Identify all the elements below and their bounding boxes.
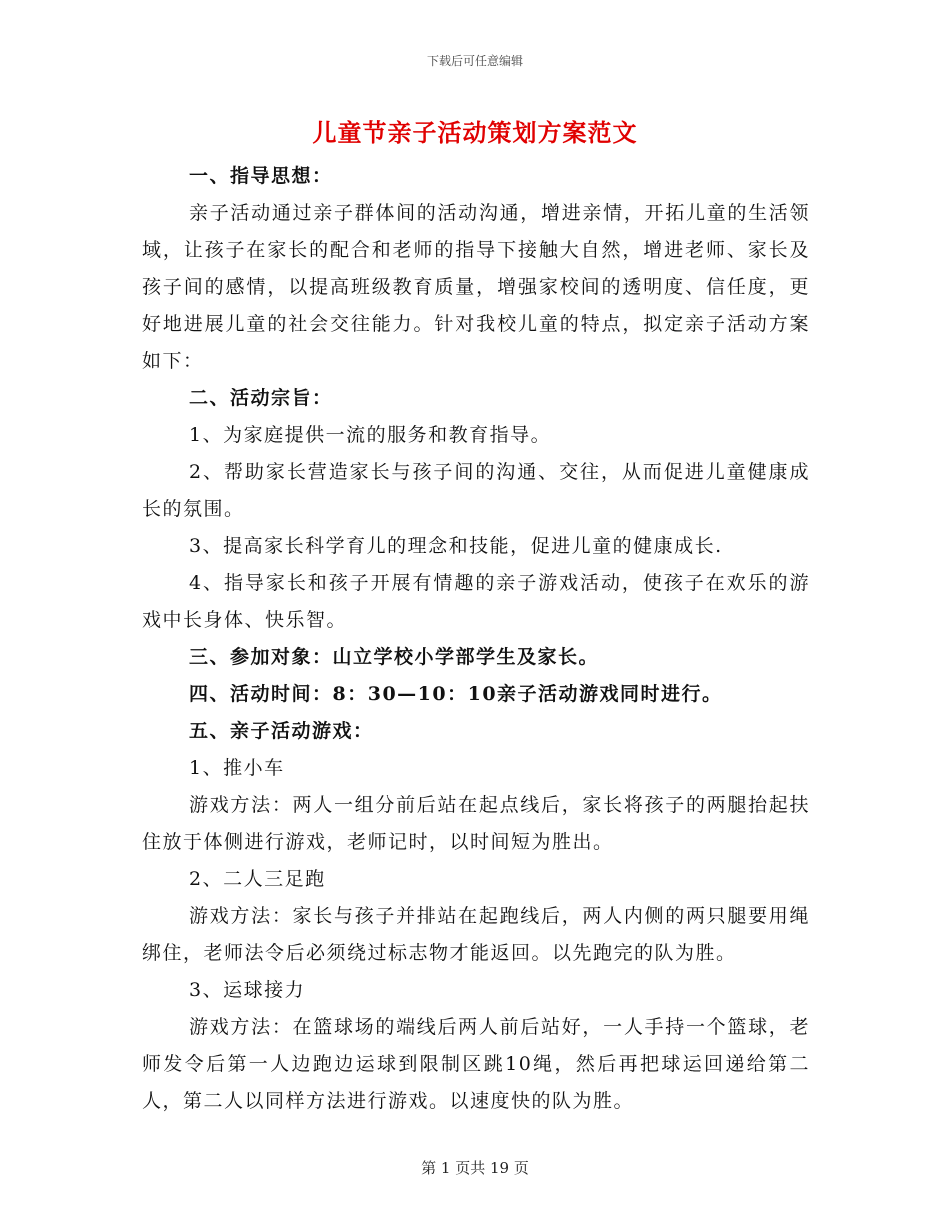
game-title: 3、运球接力 [189,979,306,1001]
document-body [142,158,810,1120]
paragraph: 2、帮助家长营造家长与孩子间的沟通、交往，从而促进儿童健康成长的氛围。 [142,461,810,520]
section-heading: 五、亲子活动游戏： [189,720,374,742]
paragraph: 3、提高家长科学育儿的理念和技能，促进儿童的健康成长. [189,535,723,557]
section-heading: 三、参加对象：山立学校小学部学生及家长。 [189,646,600,668]
paragraph: 游戏方法：家长与孩子并排站在起跑线后，两人内侧的两只腿要用绳绑住，老师法令后必须绕过标志物才能返回。以先跑完的队为胜。 [142,905,810,964]
game-title: 1、推小车 [189,757,285,779]
paragraph: 4、指导家长和孩子开展有情趣的亲子游戏活动，使孩子在欢乐的游戏中长身体、快乐智。 [142,572,810,631]
section-heading: 四、活动时间：8：30—10：10亲子活动游戏同时进行。 [189,683,723,705]
game-title: 2、二人三足跑 [189,868,326,890]
page-header: 下载后可任意编辑 [426,54,523,68]
paragraph: 游戏方法：在篮球场的端线后两人前后站好，一人手持一个篮球，老师发令后第一人边跑边运球到限制区跳10绳，然后再把球运回递给第二人，第二人以同样方法进行游戏。以速度快的队为胜。 [142,1016,810,1112]
page-footer: 第 1 页共 19 页 [421,1159,529,1177]
section-heading: 一、指导思想： [189,165,333,187]
paragraph: 游戏方法：两人一组分前后站在起点线后，家长将孩子的两腿抬起扶住放于体侧进行游戏，老师记时，以时间短为胜出。 [142,794,810,853]
paragraph: 亲子活动通过亲子群体间的活动沟通，增进亲情，开拓儿童的生活领域，让孩子在家长的配合和老师的指导下接触大自然，增进老师、家长及孩子间的感情，以提高班级教育质量，增强家校间的透明度、信任度，更好地进展儿童的社会交往能力。针对我校儿童的特点，拟定亲子活动方案如下： [142,202,810,372]
section-heading: 二、活动宗旨： [189,387,333,409]
document-title: 儿童节亲子活动策划方案范文 [312,118,638,147]
paragraph: 1、为家庭提供一流的服务和教育指导。 [189,424,552,446]
